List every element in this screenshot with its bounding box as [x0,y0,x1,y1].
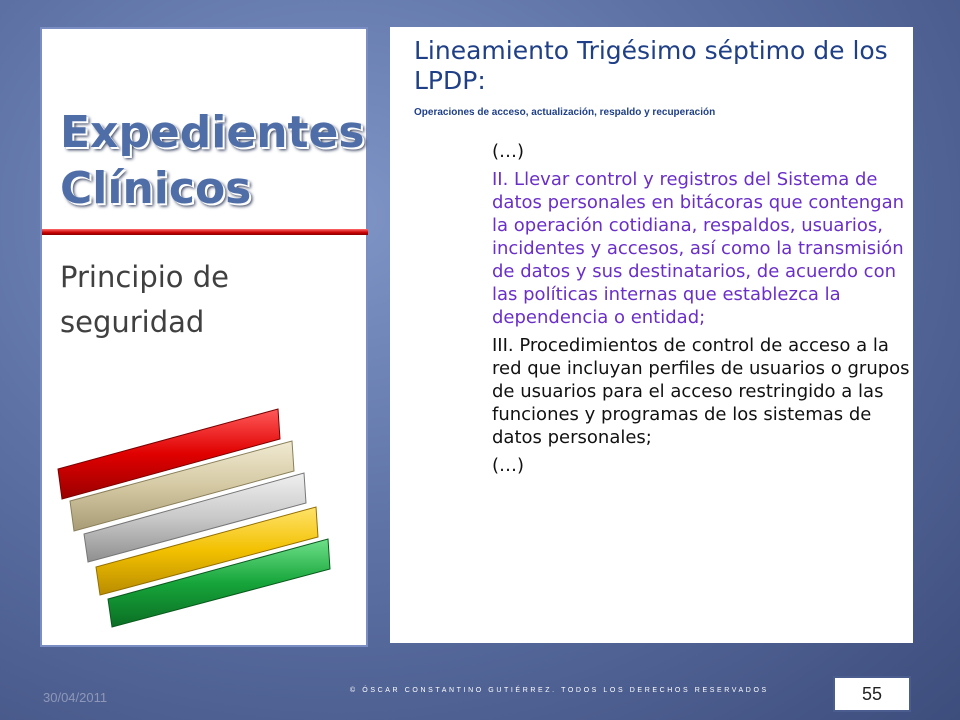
item-ii: II. Llevar control y registros del Sistema de datos personales en bitácoras que contengan la operación cotidiana, respaldos, usuarios, incidentes y accesos, así como la transmisión de datos y sus destinatarios, de acuerdo con las políticas internas que establezca la dependencia o entidad; [492,169,905,328]
colored-stripes-graphic [42,379,368,629]
footer-date: 30/04/2011 [43,690,108,705]
content-panel [390,27,913,643]
item-iii: III. Procedimientos de control de acceso a la red que incluyan perfiles de usuarios o grupos de usuarios para el acceso restringido a las funciones y programas de los sistemas de datos personales; [492,335,910,448]
slide-subtitle: Principio de seguridad [60,260,230,339]
content-body [492,140,910,482]
content-subheading: Operaciones de acceso, actualización, respaldo y recuperación [414,107,716,118]
red-divider [42,229,368,235]
footer-copyright: © ÓSCAR CONSTANTINO GUTIÉRREZ. TODOS LOS DERECHOS RESERVADOS [350,687,769,694]
content-heading: Lineamiento Trigésimo séptimo de los LPDP: [414,36,888,95]
title-panel [40,27,368,647]
page-number: 55 [833,676,911,712]
ellipsis-start: (…) [492,141,525,162]
slide-title: Expedientes Clínicos [60,107,365,214]
ellipsis-end: (…) [492,455,525,476]
